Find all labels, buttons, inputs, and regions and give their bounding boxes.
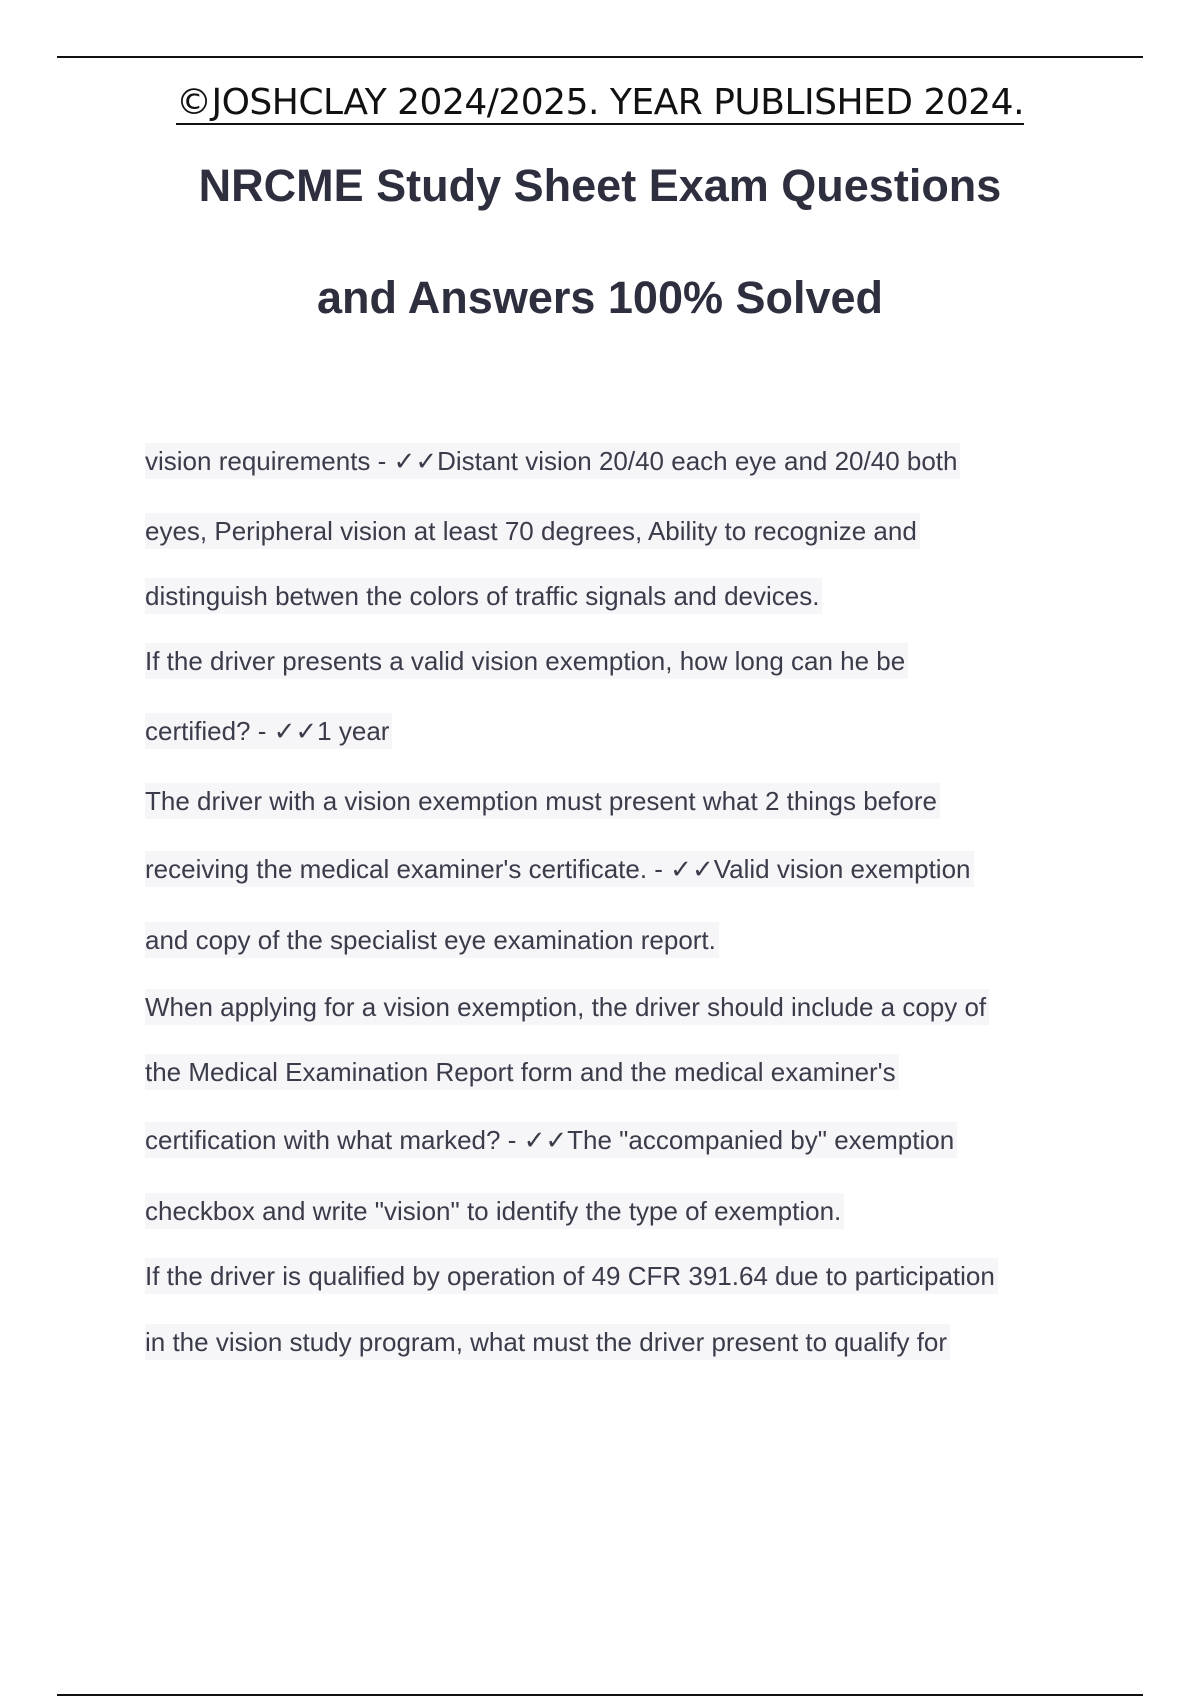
- body-line: If the driver is qualified by operation of 49 CFR 391.64 due to participation: [145, 1258, 998, 1294]
- document-title-line-2: and Answers 100% Solved: [316, 272, 884, 323]
- body-line: receiving the medical examiner's certificate. - ✓✓Valid vision exemption: [145, 851, 974, 887]
- body-line: If the driver presents a valid vision exemption, how long can he be: [145, 643, 908, 679]
- body-line: checkbox and write "vision" to identify the type of exemption.: [145, 1193, 844, 1229]
- body-line: certification with what marked? - ✓✓The "accompanied by" exemption: [145, 1122, 957, 1158]
- body-line: distinguish betwen the colors of traffic signals and devices.: [145, 578, 822, 614]
- bottom-rule: [57, 1694, 1143, 1696]
- top-rule: [57, 56, 1143, 58]
- body-line: in the vision study program, what must the driver present to qualify for: [145, 1324, 950, 1360]
- body-line: and copy of the specialist eye examination report.: [145, 922, 719, 958]
- document-title-line-1: NRCME Study Sheet Exam Questions: [198, 160, 1002, 211]
- copyright-header: [0, 78, 1200, 128]
- body-line: When applying for a vision exemption, the driver should include a copy of: [145, 989, 989, 1025]
- body-line: vision requirements - ✓✓Distant vision 20/40 each eye and 20/40 both: [145, 443, 960, 479]
- body-line: eyes, Peripheral vision at least 70 degrees, Ability to recognize and: [145, 513, 920, 549]
- body-line: the Medical Examination Report form and the medical examiner's: [145, 1054, 899, 1090]
- body-line: certified? - ✓✓1 year: [145, 713, 392, 749]
- body-line: The driver with a vision exemption must present what 2 things before: [145, 783, 940, 819]
- copyright-text: ©JOSHCLAY 2024/2025. YEAR PUBLISHED 2024.: [175, 82, 1025, 123]
